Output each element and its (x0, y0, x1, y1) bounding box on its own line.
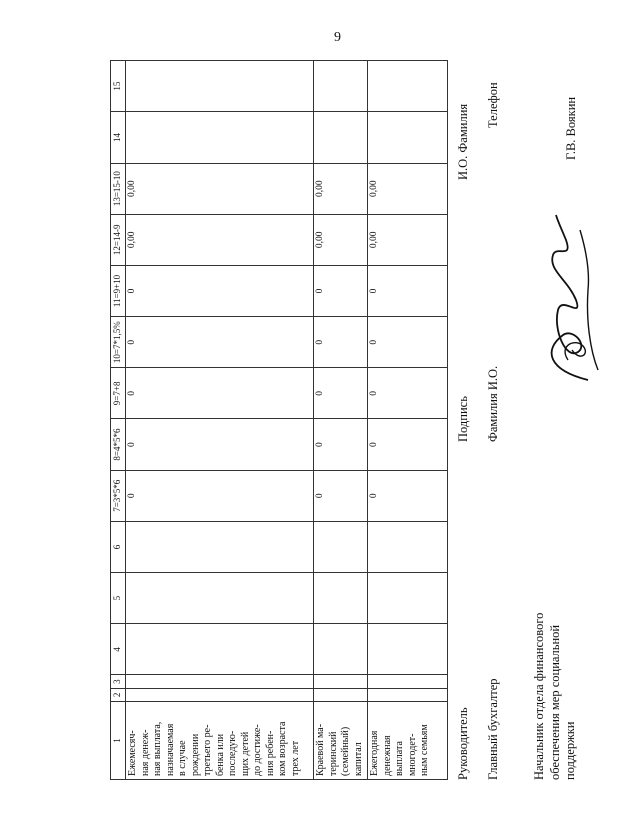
row-name: Ежемесяч- ная денеж- ная выплата, назначаемая в случае рождении третьего ре- бенка или последую- щих детей до достиже- ния ребен- ком возраста трех лет (126, 702, 314, 780)
column-header: 9=7+8 (111, 368, 126, 419)
chief-accountant-label: Главный бухгалтер (486, 678, 500, 780)
table-cell (126, 688, 314, 701)
table-cell: 0,00 (368, 163, 448, 214)
table-row (368, 61, 448, 780)
column-header: 11=9+10 (111, 265, 126, 316)
table-cell: 0 (368, 419, 448, 470)
table-cell (314, 624, 368, 675)
column-header: 7=3*5*6 (111, 470, 126, 521)
column-header: 15 (111, 61, 126, 112)
column-header: 10=7*1,5% (111, 317, 126, 368)
table-cell (314, 112, 368, 163)
chief-accountant-name: Фамилия И.О. (486, 365, 500, 442)
table-cell: 0 (368, 368, 448, 419)
table-cell: 0,00 (368, 214, 448, 265)
table-cell: 0 (126, 470, 314, 521)
table-row (126, 61, 314, 780)
table-cell: 0 (368, 265, 448, 316)
table-cell: 0 (126, 419, 314, 470)
head-label: Руководитель (456, 707, 470, 780)
phone-label: Телефон (486, 82, 500, 128)
table-cell (126, 521, 314, 572)
table-cell: 0,00 (126, 163, 314, 214)
table-cell: 0 (314, 419, 368, 470)
column-header: 1 (111, 702, 126, 780)
row-name: Ежегодная денежная выплата многодет- ным семьям (368, 702, 448, 780)
page-number: 9 (334, 30, 341, 45)
handwritten-signature (528, 210, 608, 390)
table-header-row (111, 61, 126, 780)
table-cell (126, 112, 314, 163)
table-cell (314, 521, 368, 572)
table-cell: 0 (314, 368, 368, 419)
table-cell (314, 573, 368, 624)
table-cell (126, 675, 314, 688)
table-cell (126, 61, 314, 112)
table-cell (314, 675, 368, 688)
table-cell: 0 (314, 317, 368, 368)
table-cell (368, 675, 448, 688)
table-cell (368, 624, 448, 675)
column-header: 6 (111, 521, 126, 572)
table-cell (368, 112, 448, 163)
table-cell: 0 (126, 317, 314, 368)
column-header: 5 (111, 573, 126, 624)
column-header: 2 (111, 688, 126, 701)
head-signature-caption: Подпись (456, 396, 470, 442)
column-header: 4 (111, 624, 126, 675)
row-name: Краевой ма- теринский (семейный) капитал (314, 702, 368, 780)
column-header: 8=4*5*6 (111, 419, 126, 470)
table-cell: 0,00 (314, 163, 368, 214)
table-cell: 0,00 (314, 214, 368, 265)
table-cell (368, 573, 448, 624)
table-cell (126, 624, 314, 675)
table-cell (314, 688, 368, 701)
column-header: 14 (111, 112, 126, 163)
table-row (314, 61, 368, 780)
column-header: 13=15-10 (111, 163, 126, 214)
table-cell: 0 (368, 317, 448, 368)
table-cell (126, 573, 314, 624)
table-cell: 0 (126, 368, 314, 419)
table-cell: 0 (126, 265, 314, 316)
table-cell (314, 61, 368, 112)
table-cell (368, 688, 448, 701)
table-cell (368, 521, 448, 572)
department-head-label: Начальник отдела финансового обеспечения мер социальной поддержки (532, 612, 578, 780)
table-cell: 0 (314, 265, 368, 316)
head-name: И.О. Фамилия (456, 103, 470, 180)
table-cell: 0 (368, 470, 448, 521)
table-cell: 0 (314, 470, 368, 521)
column-header: 12=14-9 (111, 214, 126, 265)
table-cell (368, 61, 448, 112)
rotated-content (88, 60, 640, 780)
column-header: 3 (111, 675, 126, 688)
report-table (110, 60, 448, 780)
department-head-name: Г.В. Воякин (564, 96, 578, 160)
table-cell: 0,00 (126, 214, 314, 265)
